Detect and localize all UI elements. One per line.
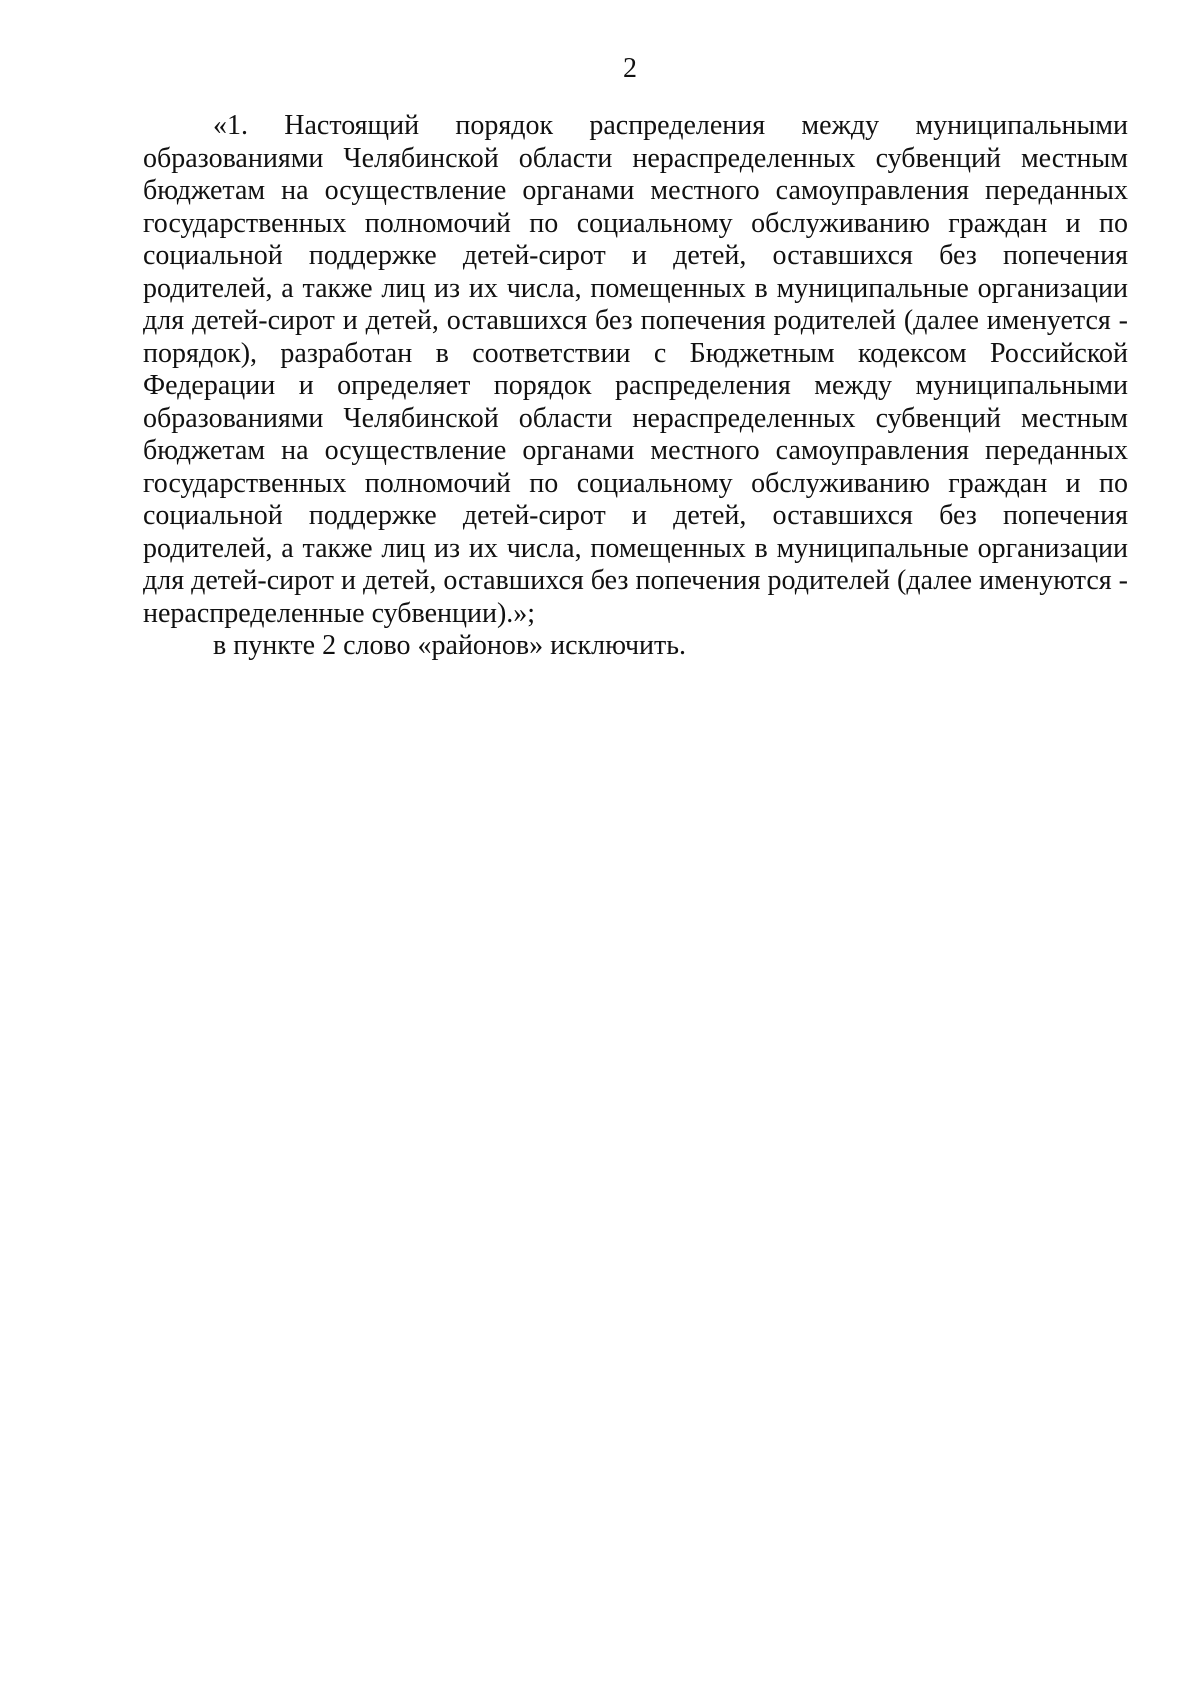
paragraph-2: в пункте 2 слово «районов» исключить. xyxy=(213,630,687,661)
page-number: 2 xyxy=(623,53,637,84)
document-body xyxy=(143,110,1128,663)
paragraph-1: «1. Настоящий порядок распределения между муниципальными образованиями Челябинской области нераспределенных субвенций местным бюджетам на осуществление органами местного самоуправления переданных государственных полномочий по социальному обслуживанию граждан и по социальной поддержке детей-сирот и детей, оставшихся без попечения родителей, а также лиц из их числа, помещенных в муниципальные организации для детей-сирот и детей, оставшихся без попечения родителей (далее именуется - порядок), разработан в соответствии с Бюджетным кодексом Российской Федерации и определяет порядок распределения между муниципальными образованиями Челябинской области нераспределенных субвенций местным бюджетам на осуществление органами местного самоуправления переданных государственных полномочий по социальному обслуживанию граждан и по социальной поддержке детей-сирот и детей, оставшихся без попечения родителей, а также лиц из их числа, помещенных в муниципальные организации для детей-сирот и детей, оставшихся без попечения родителей (далее именуются - нераспределенные субвенции).»; xyxy=(143,110,1128,629)
